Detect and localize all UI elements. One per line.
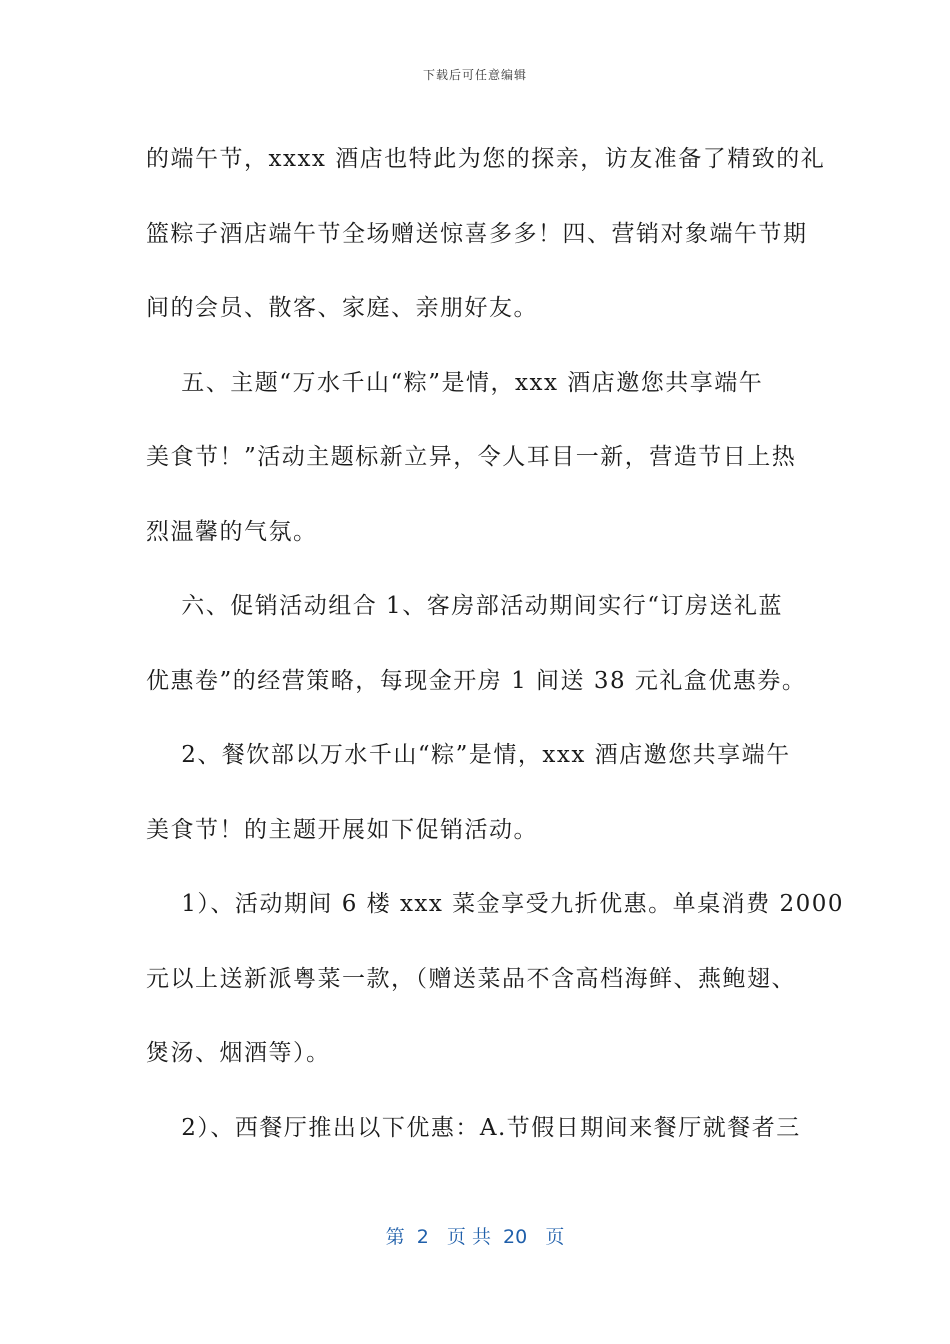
text-line: 2）、西餐厅推出以下优惠：A.节假日期间来餐厅就餐者三 <box>146 1114 801 1141</box>
page-number-footer: 第 2 页 共 20 页 <box>385 1226 565 1248</box>
text-line: 烈温馨的气氛。 <box>146 518 318 545</box>
header-note: 下载后可任意编辑 <box>422 68 527 82</box>
text-line: 优惠卷”的经营策略，每现金开房 1 间送 38 元礼盒优惠券。 <box>146 667 807 694</box>
text-line: 的端午节，xxxx 酒店也特此为您的探亲，访友准备了精致的礼 <box>146 146 826 172</box>
text-line: 五、主题“万水千山“粽”是情，xxx 酒店邀您共享端午 <box>146 369 764 396</box>
text-line: 间的会员、散客、家庭、亲朋好友。 <box>146 295 538 321</box>
text-line: 六、促销活动组合 1、客房部活动期间实行“订房送礼蓝 <box>146 593 783 619</box>
text-line: 元以上送新派粤菜一款，（赠送菜品不含高档海鲜、燕鲍翅、 <box>146 965 796 992</box>
text-line: 美食节！的主题开展如下促销活动。 <box>146 816 538 843</box>
text-line: 1）、活动期间 6 楼 xxx 菜金享受九折优惠。单桌消费 2000 <box>146 891 845 917</box>
text-line: 煲汤、烟酒等）。 <box>146 1040 331 1066</box>
text-line: 美食节！”活动主题标新立异，令人耳目一新，营造节日上热 <box>146 444 797 470</box>
document-body <box>146 122 845 1165</box>
text-line: 2、餐饮部以万水千山“粽”是情，xxx 酒店邀您共享端午 <box>146 742 791 768</box>
text-line: 篮粽子酒店端午节全场赠送惊喜多多！四、营销对象端午节期 <box>146 220 808 247</box>
